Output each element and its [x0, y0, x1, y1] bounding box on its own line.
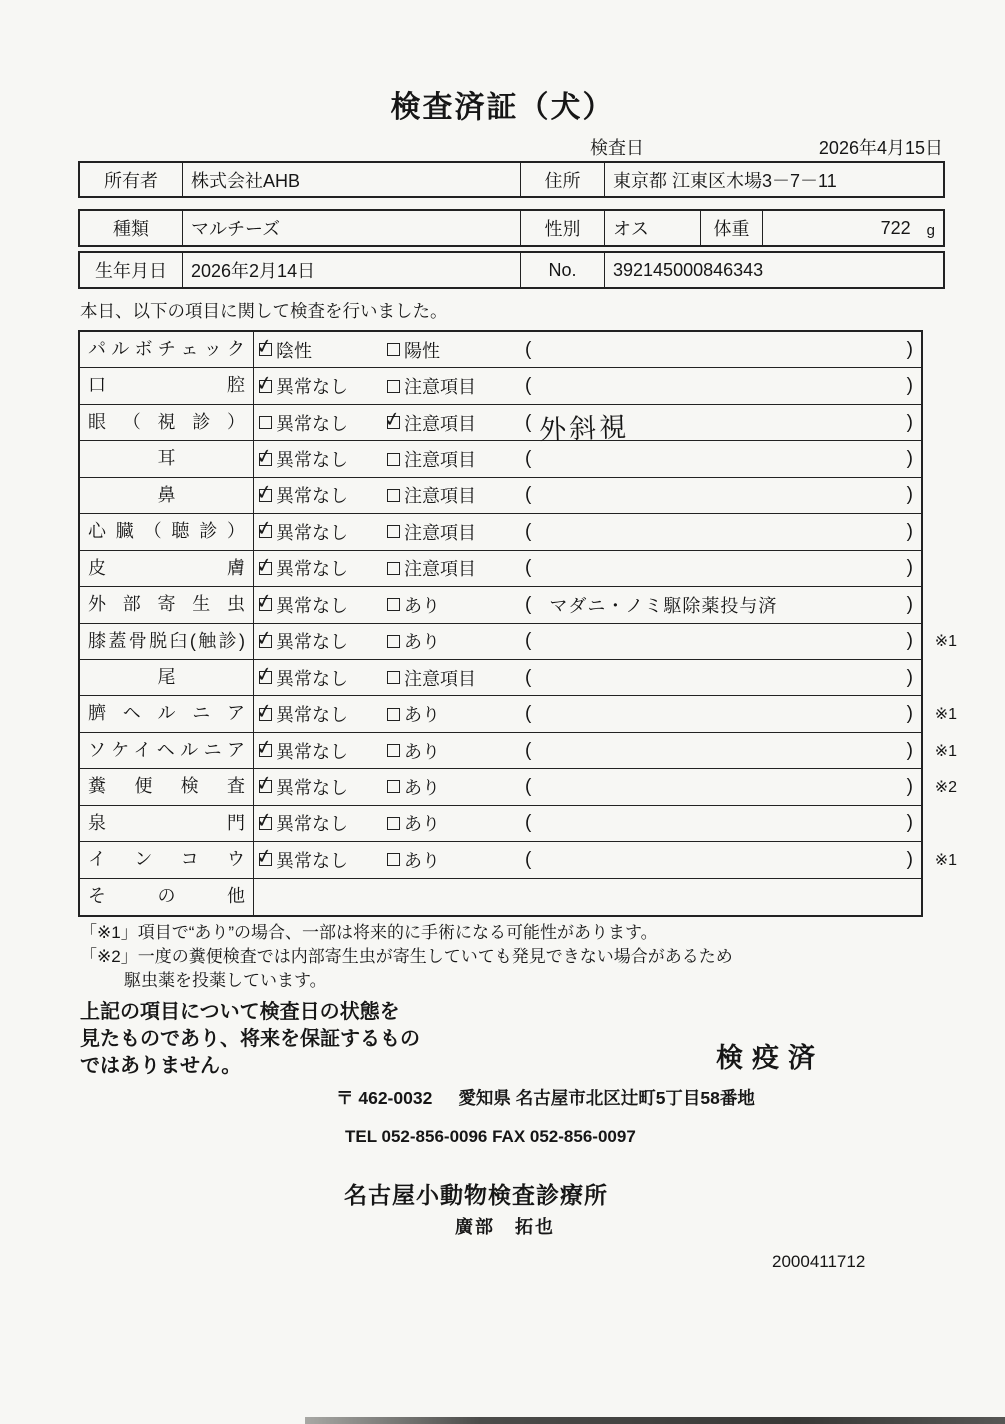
- footnotes: [80, 921, 733, 993]
- inspection-item-label: 膝蓋骨脱臼(触診): [80, 624, 254, 659]
- breed-value: マルチーズ: [182, 211, 520, 245]
- result-parenthesis: [525, 484, 921, 506]
- result-parenthesis: [525, 375, 921, 397]
- open-paren: (: [525, 812, 532, 834]
- inspection-item-label: 尾: [80, 660, 254, 695]
- inspection-row-content: [254, 769, 921, 804]
- open-paren: (: [525, 739, 532, 761]
- open-paren: (: [525, 411, 532, 433]
- owner-table: [78, 161, 945, 198]
- close-paren: ): [906, 338, 913, 360]
- inspection-option: [387, 628, 525, 654]
- address-label: 住所: [520, 163, 604, 196]
- inspection-option: [387, 774, 525, 800]
- footnote-1: 「※1」項目で“あり”の場合、一部は将来的に手術になる可能性があります。: [80, 923, 658, 942]
- close-paren: ): [906, 484, 913, 506]
- inspection-option: [259, 446, 387, 472]
- unchecked-checkbox: [387, 380, 400, 393]
- inspection-option: [387, 373, 525, 399]
- close-paren: ): [906, 593, 913, 615]
- unchecked-checkbox: [387, 343, 400, 356]
- inspection-row: [80, 332, 921, 368]
- footnote-marker: ※1: [934, 742, 957, 760]
- unchecked-checkbox: [387, 635, 400, 648]
- checked-checkbox: [259, 380, 272, 393]
- inspection-row-content: [254, 733, 921, 768]
- inspection-row-content: [254, 514, 921, 549]
- handwritten-result-text: 外斜視: [539, 412, 630, 446]
- result-parenthesis: [525, 339, 921, 361]
- open-paren: (: [525, 848, 532, 870]
- checkbox-label: 異常なし: [276, 377, 348, 398]
- open-paren: (: [525, 520, 532, 542]
- inspection-row-content: [254, 587, 921, 622]
- inspection-row-content: [254, 806, 921, 841]
- disclaimer-text: [80, 999, 420, 1080]
- checkbox-label: 注意項目: [404, 559, 476, 580]
- inspection-row: [80, 624, 957, 660]
- checked-checkbox: [259, 708, 272, 721]
- close-paren: ): [906, 739, 913, 761]
- checkbox-label: あり: [404, 814, 440, 835]
- veterinarian-name: 廣部 拓也: [455, 1217, 555, 1237]
- inspection-option: [259, 592, 387, 618]
- result-parenthesis: [525, 812, 921, 834]
- footnote-marker: ※1: [934, 851, 957, 869]
- result-parenthesis: [525, 667, 921, 689]
- inspection-row-content: [254, 478, 921, 513]
- inspection-row-content: [254, 660, 921, 695]
- unchecked-checkbox: [387, 671, 400, 684]
- unchecked-checkbox: [387, 744, 400, 757]
- inspection-option: [387, 847, 525, 873]
- checkbox-label: あり: [404, 777, 440, 798]
- unchecked-checkbox: [387, 525, 400, 538]
- close-paren: ): [906, 448, 913, 470]
- owner-label: 所有者: [104, 170, 158, 191]
- inspection-row: [80, 660, 921, 696]
- inspection-item-label: 耳: [80, 441, 254, 476]
- close-paren: ): [906, 557, 913, 579]
- checkbox-label: 注意項目: [404, 522, 476, 543]
- checkbox-label: 異常なし: [276, 668, 348, 689]
- open-paren: (: [525, 338, 532, 360]
- close-paren: ): [906, 411, 913, 433]
- inspection-option: [259, 373, 387, 399]
- disclaimer-line1: 上記の項目について検査日の状態を: [80, 1001, 400, 1023]
- result-parenthesis: [525, 557, 921, 579]
- inspection-option: [387, 810, 525, 836]
- checkbox-label: 異常なし: [276, 632, 348, 653]
- inspection-option: [387, 592, 525, 618]
- inspection-option: [387, 337, 525, 363]
- checked-checkbox: [259, 598, 272, 611]
- unchecked-checkbox: [387, 453, 400, 466]
- clinic-tel-fax: TEL 052-856-0096 FAX 052-856-0097: [345, 1127, 636, 1146]
- inspection-row: [80, 441, 921, 477]
- close-paren: ): [906, 375, 913, 397]
- checkbox-label: 異常なし: [276, 814, 348, 835]
- checked-checkbox: [259, 853, 272, 866]
- inspection-option: [387, 446, 525, 472]
- checkbox-label: 異常なし: [276, 741, 348, 762]
- inspection-option: [259, 738, 387, 764]
- inspection-option: [259, 774, 387, 800]
- inspection-row-content: [254, 842, 921, 877]
- postal-code: 〒 462-0032: [336, 1088, 433, 1108]
- checkbox-label: あり: [404, 595, 440, 616]
- inspection-date-value: 2026年4月15日: [818, 138, 943, 158]
- animal-table-row1: [78, 209, 945, 247]
- statement-text: 本日、以下の項目に関して検査を行いました。: [80, 301, 448, 321]
- inspection-date-row: [78, 134, 945, 158]
- result-text: マダニ・ノミ駆除薬投与済: [549, 595, 778, 616]
- inspection-item-label: 泉門: [80, 806, 254, 841]
- open-paren: (: [525, 375, 532, 397]
- result-parenthesis: [525, 403, 921, 446]
- result-parenthesis: [525, 849, 921, 871]
- document-serial-number: 2000411712: [772, 1252, 866, 1271]
- inspection-item-label: 臍ヘルニア: [80, 696, 254, 731]
- checkbox-label: 注意項目: [404, 668, 476, 689]
- clinic-address: 愛知県 名古屋市北区辻町5丁目58番地: [458, 1088, 755, 1108]
- unchecked-checkbox: [387, 817, 400, 830]
- unchecked-checkbox: [387, 853, 400, 866]
- inspection-item-label: 糞便検査: [80, 769, 254, 804]
- birthdate-value: 2026年2月14日: [182, 253, 520, 287]
- birthdate-label: 生年月日: [95, 261, 167, 281]
- unchecked-checkbox: [387, 598, 400, 611]
- inspection-item-label: 口腔: [80, 368, 254, 403]
- checkbox-label: 注意項目: [404, 486, 476, 507]
- checkbox-label: 異常なし: [276, 522, 348, 543]
- inspection-row-content: [254, 405, 921, 446]
- inspection-option: [259, 482, 387, 508]
- checkbox-label: 異常なし: [276, 559, 348, 580]
- inspection-row: [80, 879, 921, 915]
- inspection-row: [80, 551, 921, 587]
- address-value: 東京都 江東区木場3－7－11: [604, 163, 943, 196]
- inspection-item-label: 皮膚: [80, 551, 254, 586]
- inspection-table: [78, 330, 957, 917]
- page-title: 検査済証（犬）: [390, 91, 615, 124]
- checkbox-label: 異常なし: [276, 705, 348, 726]
- checked-checkbox: [259, 635, 272, 648]
- checkbox-label: 異常なし: [276, 777, 348, 798]
- inspection-option: [387, 410, 525, 436]
- inspection-row-content: [254, 696, 921, 731]
- checkbox-label: 異常なし: [276, 413, 348, 434]
- checked-checkbox: [259, 343, 272, 356]
- checkbox-label: 異常なし: [276, 450, 348, 471]
- breed-label: 種類: [113, 219, 149, 239]
- disclaimer-line3: ではありません。: [80, 1055, 242, 1077]
- inspection-option: [387, 701, 525, 727]
- inspection-option: [259, 665, 387, 691]
- result-parenthesis: [525, 521, 921, 543]
- inspection-option: [387, 738, 525, 764]
- inspection-row-content: [254, 441, 921, 476]
- inspection-item-label: ソケイヘルニア: [80, 733, 254, 768]
- inspection-option: [259, 810, 387, 836]
- result-parenthesis: [525, 630, 921, 652]
- inspection-item-label: その他: [80, 879, 254, 915]
- open-paren: (: [525, 703, 532, 725]
- owner-value: 株式会社AHB: [182, 163, 520, 196]
- quarantine-passed-stamp: 検疫済: [716, 1043, 824, 1073]
- animal-table-row2: [78, 251, 945, 289]
- checked-checkbox: [259, 562, 272, 575]
- inspection-option: [387, 555, 525, 581]
- sex-value: オス: [604, 211, 700, 245]
- inspection-option: [259, 519, 387, 545]
- inspection-row-content: [254, 332, 921, 367]
- inspection-item-label: インコウ: [80, 842, 254, 877]
- footnote-marker: ※1: [934, 633, 957, 651]
- open-paren: (: [525, 484, 532, 506]
- footnote-2-line1: 「※2」一度の糞便検査では内部寄生虫が寄生していても発見できない場合があるため: [80, 947, 733, 966]
- checkbox-label: 注意項目: [404, 450, 476, 471]
- result-parenthesis: [525, 703, 921, 725]
- close-paren: ): [906, 812, 913, 834]
- checkbox-label: 陽性: [404, 340, 440, 361]
- close-paren: ): [906, 775, 913, 797]
- checkbox-label: 陰性: [276, 340, 312, 361]
- close-paren: ): [906, 630, 913, 652]
- result-parenthesis: [525, 740, 921, 762]
- weight-value-cell: [762, 211, 943, 245]
- checked-checkbox: [259, 525, 272, 538]
- inspection-date-label: 検査日: [590, 138, 644, 158]
- checkbox-label: あり: [404, 632, 440, 653]
- result-parenthesis: [525, 776, 921, 798]
- open-paren: (: [525, 593, 532, 615]
- checkbox-label: 異常なし: [276, 595, 348, 616]
- inspection-item-label: 外部寄生虫: [80, 587, 254, 622]
- unchecked-checkbox: [387, 708, 400, 721]
- open-paren: (: [525, 630, 532, 652]
- inspection-row-content: [254, 624, 921, 659]
- inspection-row-content: [254, 879, 921, 915]
- scan-edge-artifact: [305, 1417, 1005, 1424]
- unchecked-checkbox: [387, 562, 400, 575]
- inspection-row: [80, 405, 921, 446]
- open-paren: (: [525, 666, 532, 688]
- weight-label: 体重: [700, 211, 762, 245]
- open-paren: (: [525, 448, 532, 470]
- checkbox-label: 異常なし: [276, 850, 348, 871]
- checkbox-label: あり: [404, 850, 440, 871]
- inspection-option: [259, 628, 387, 654]
- footnote-marker: ※2: [934, 778, 957, 796]
- inspection-option: [387, 519, 525, 545]
- inspection-row-content: [254, 551, 921, 586]
- unchecked-checkbox: [387, 489, 400, 502]
- clinic-name: 名古屋小動物検査診療所: [344, 1182, 608, 1208]
- inspection-option: [259, 410, 387, 436]
- checked-checkbox: [259, 671, 272, 684]
- inspection-row: [80, 806, 921, 842]
- inspection-item-label: 鼻: [80, 478, 254, 513]
- inspection-option: [387, 665, 525, 691]
- result-parenthesis: [525, 448, 921, 470]
- inspection-option: [259, 847, 387, 873]
- inspection-option: [259, 555, 387, 581]
- checked-checkbox: [259, 489, 272, 502]
- inspection-item-label: 心臓（聴診）: [80, 514, 254, 549]
- checkbox-label: 注意項目: [404, 377, 476, 398]
- inspection-row: [80, 478, 921, 514]
- open-paren: (: [525, 557, 532, 579]
- footnote-marker: ※1: [934, 706, 957, 724]
- checked-checkbox: [259, 744, 272, 757]
- checked-checkbox: [259, 817, 272, 830]
- close-paren: ): [906, 703, 913, 725]
- close-paren: ): [906, 520, 913, 542]
- no-value: 392145000846343: [604, 253, 943, 287]
- weight-value: 722: [880, 217, 911, 238]
- checkbox-label: あり: [404, 741, 440, 762]
- inspection-row: [80, 769, 957, 805]
- open-paren: (: [525, 775, 532, 797]
- checkbox-label: 異常なし: [276, 486, 348, 507]
- unchecked-checkbox: [259, 416, 272, 429]
- unchecked-checkbox: [387, 780, 400, 793]
- disclaimer-line2: 見たものであり、将来を保証するもの: [80, 1028, 420, 1050]
- inspection-option: [259, 337, 387, 363]
- checked-checkbox: [259, 453, 272, 466]
- close-paren: ): [906, 848, 913, 870]
- inspection-row: [80, 587, 921, 623]
- checked-checkbox: [259, 780, 272, 793]
- close-paren: ): [906, 666, 913, 688]
- inspection-row: [80, 514, 921, 550]
- checkbox-label: 注意項目: [404, 413, 476, 434]
- result-parenthesis: [525, 592, 921, 618]
- inspection-row: [80, 842, 957, 878]
- inspection-item-label: パルボチェック: [80, 332, 254, 367]
- inspection-option: [259, 701, 387, 727]
- footnote-2-line2: 駆虫薬を投薬しています。: [124, 971, 327, 990]
- inspection-row: [80, 733, 957, 769]
- weight-unit: g: [926, 221, 935, 239]
- checkbox-label: あり: [404, 705, 440, 726]
- no-label: No.: [520, 253, 604, 287]
- checked-checkbox: [387, 416, 400, 429]
- inspection-item-label: 眼（視診）: [80, 405, 254, 440]
- clinic-postal-line: [336, 1085, 755, 1110]
- inspection-row: [80, 696, 957, 732]
- sex-label: 性別: [520, 211, 604, 245]
- inspection-option: [387, 482, 525, 508]
